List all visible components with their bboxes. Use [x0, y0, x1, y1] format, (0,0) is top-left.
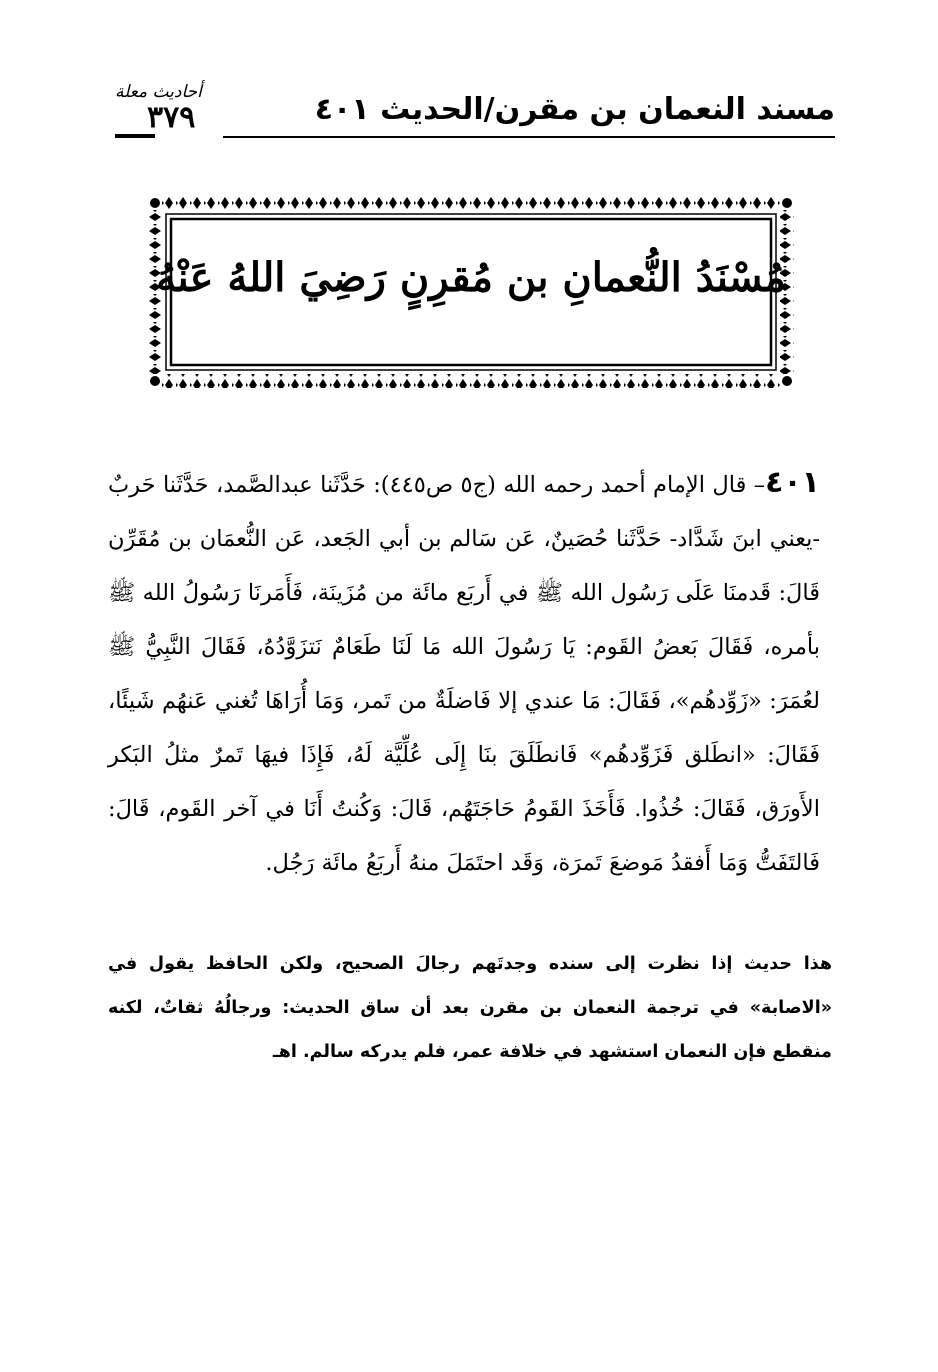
page-number-underline — [115, 134, 155, 138]
hadith-number: ٤٠١ — [765, 465, 820, 500]
commentary-paragraph: هذا حديث إذا نظرت إلى سنده وجدتَهم رجالَ الصحيح، ولكن الحافظ يقول في «الاصابة» في ترجمة النعمان بن مقرن بعد أن ساق الحديث: ورجالُهُ ثقاتٌ، لكنه منقطع فإن النعمان استشهد في خلافة عمر، فلم يدركه سالم. اهـ — [108, 954, 832, 1062]
page-header — [105, 78, 835, 148]
page-number: ٣٧٩ — [147, 100, 196, 135]
handwritten-note: أحاديث معلة — [115, 82, 202, 102]
hadith-text: – قال الإمام أحمد رحمه الله (ج٥ ص٤٤٥): حَدَّثَنا عبدالصَّمد، حَدَّثَنا حَربٌ -يعني ابنَ شَدَّاد- حَدَّثَنا حُصَينٌ، عَن سَالم بن أبي الجَعد، عَن النُّعمَان بن مُقَرِّن قَالَ: قَدمنَا عَلَى رَسُول الله ﷺ في أَربَع مائَة من مُزَينَة، فَأَمَرنَا رَسُولُ الله ﷺ بأمره، فَقَالَ بَعضُ القَوم: يَا رَسُولَ الله مَا لَنَا طَعَامٌ نَتزَوَّدُهُ، فَقَالَ النَّبِيُّ ﷺ لعُمَرَ: «زَوِّدهُم»، فَقَالَ: مَا عندي إلا فَاضلَةٌ من تَمر، وَمَا أُرَاهَا تُغني عَنهُم شَيئًا، فَقَالَ: «انطَلق فَزَوِّدهُم» فَانطَلَقَ بنَا إِلَى عُلِّيَّة لَهُ، فَإِذَا فيهَا تَمرٌ مثلُ البَكر الأَورَق، فَقَالَ: خُذُوا. فَأَخَذَ القَومُ حَاجَتَهُم، قَالَ: وَكُنتُ أَنَا في آخر القَوم، قَالَ: فَالتَفَتُّ وَمَا أَفقدُ مَوضعَ تَمرَة، وَقَد احتَمَلَ منهُ أَربَعُ مائَة رَجُل. — [108, 472, 820, 876]
running-title: مسند النعمان بن مقرن/الحديث ٤٠١ — [314, 92, 835, 127]
header-rule — [223, 136, 835, 138]
hadith-paragraph — [108, 456, 820, 890]
section-title: مُسْنَدُ النُّعمانِ بن مُقرِنٍ رَضِيَ اللهُ عَنْهُ — [156, 254, 786, 301]
section-title-frame — [148, 196, 794, 388]
